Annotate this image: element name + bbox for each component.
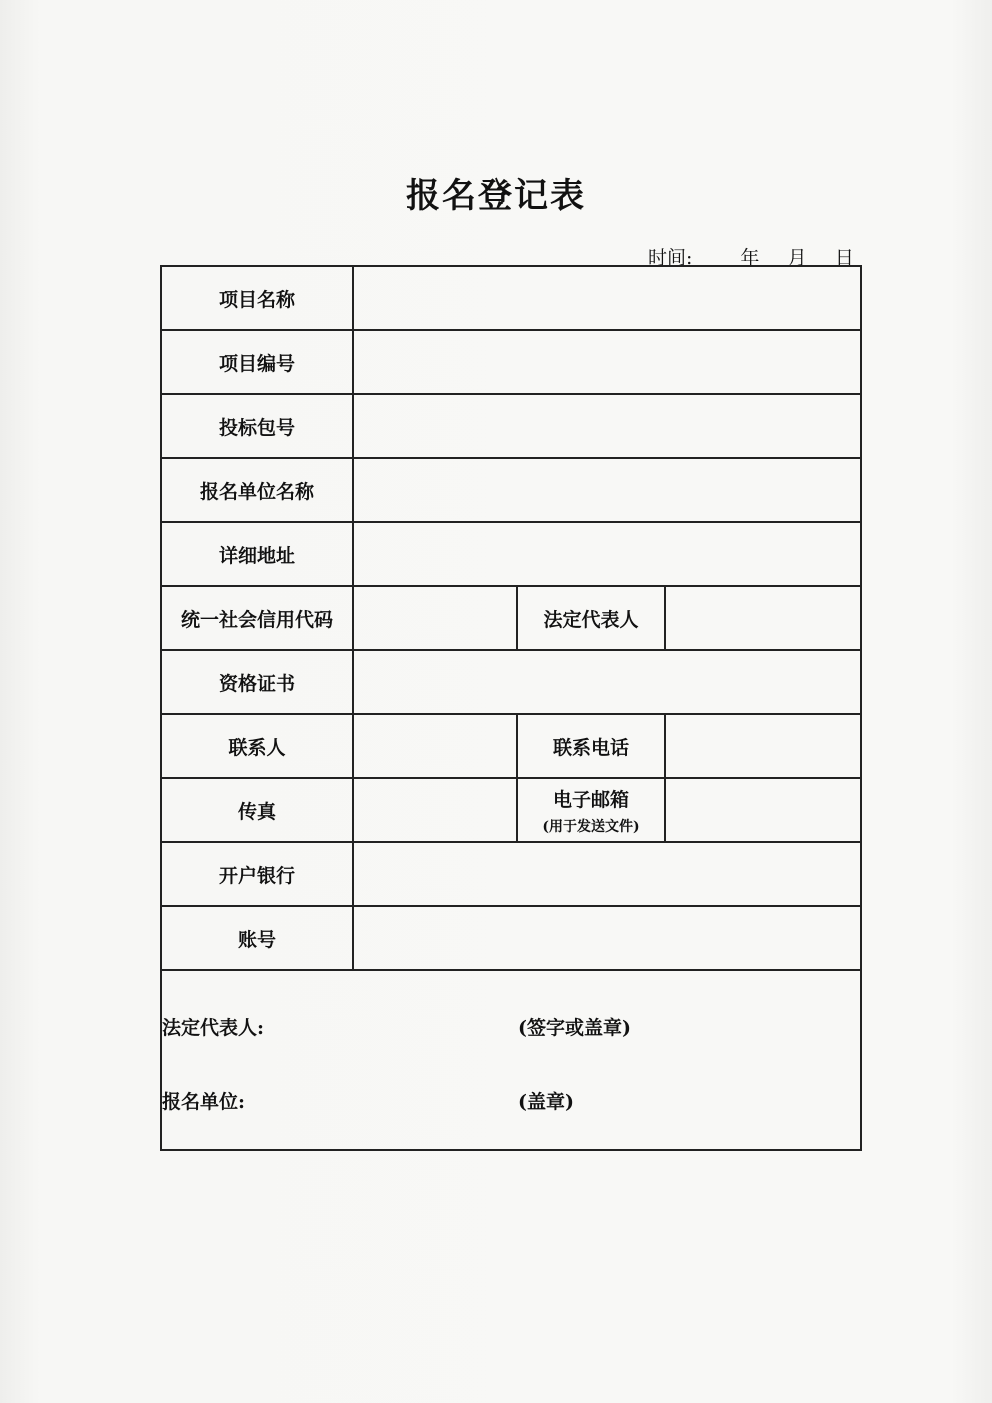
table-row <box>161 330 861 394</box>
label-qualification: 资格证书 <box>161 650 353 714</box>
field-project-number[interactable] <box>353 330 861 394</box>
label-email-note: (用于发送文件) <box>542 818 640 835</box>
table-row <box>161 906 861 970</box>
field-credit-code[interactable] <box>353 586 517 650</box>
signature-area[interactable] <box>161 970 861 1150</box>
field-phone[interactable] <box>665 714 861 778</box>
label-bid-package: 投标包号 <box>161 394 353 458</box>
label-email: 电子邮箱 <box>552 788 629 811</box>
label-account: 账号 <box>161 906 353 970</box>
table-row <box>161 394 861 458</box>
field-address[interactable] <box>353 522 861 586</box>
legal-rep-signature-label: 法定代表人: <box>162 1017 265 1039</box>
date-month-unit: 月 <box>787 247 807 269</box>
label-address: 详细地址 <box>161 522 353 586</box>
registration-form-table <box>160 265 862 1151</box>
label-fax: 传真 <box>161 778 353 842</box>
field-email[interactable] <box>665 778 861 842</box>
label-legal-rep: 法定代表人 <box>517 586 665 650</box>
label-unit-name: 报名单位名称 <box>161 458 353 522</box>
legal-rep-signature-note: (签字或盖章) <box>518 1017 631 1039</box>
page-title: 报名登记表 <box>406 176 586 216</box>
label-bank: 开户银行 <box>161 842 353 906</box>
date-year-unit: 年 <box>740 247 760 269</box>
unit-seal-note: (盖章) <box>518 1091 574 1113</box>
field-contact[interactable] <box>353 714 517 778</box>
table-row <box>161 522 861 586</box>
table-row <box>161 714 861 778</box>
label-phone: 联系电话 <box>517 714 665 778</box>
table-row <box>161 970 861 1150</box>
field-project-name[interactable] <box>353 266 861 330</box>
field-fax[interactable] <box>353 778 517 842</box>
label-credit-code: 统一社会信用代码 <box>161 586 353 650</box>
table-row <box>161 650 861 714</box>
field-qualification[interactable] <box>353 650 861 714</box>
field-bank[interactable] <box>353 842 861 906</box>
date-label: 时间: <box>648 247 693 269</box>
unit-seal-label: 报名单位: <box>162 1091 246 1113</box>
label-email-cell <box>517 778 665 842</box>
field-legal-rep[interactable] <box>665 586 861 650</box>
date-day-unit: 日 <box>834 247 854 269</box>
field-bid-package[interactable] <box>353 394 861 458</box>
table-row <box>161 266 861 330</box>
label-contact: 联系人 <box>161 714 353 778</box>
field-account[interactable] <box>353 906 861 970</box>
table-row <box>161 842 861 906</box>
label-project-number: 项目编号 <box>161 330 353 394</box>
field-unit-name[interactable] <box>353 458 861 522</box>
table-row <box>161 458 861 522</box>
table-row <box>161 778 861 842</box>
label-project-name: 项目名称 <box>161 266 353 330</box>
table-row <box>161 586 861 650</box>
